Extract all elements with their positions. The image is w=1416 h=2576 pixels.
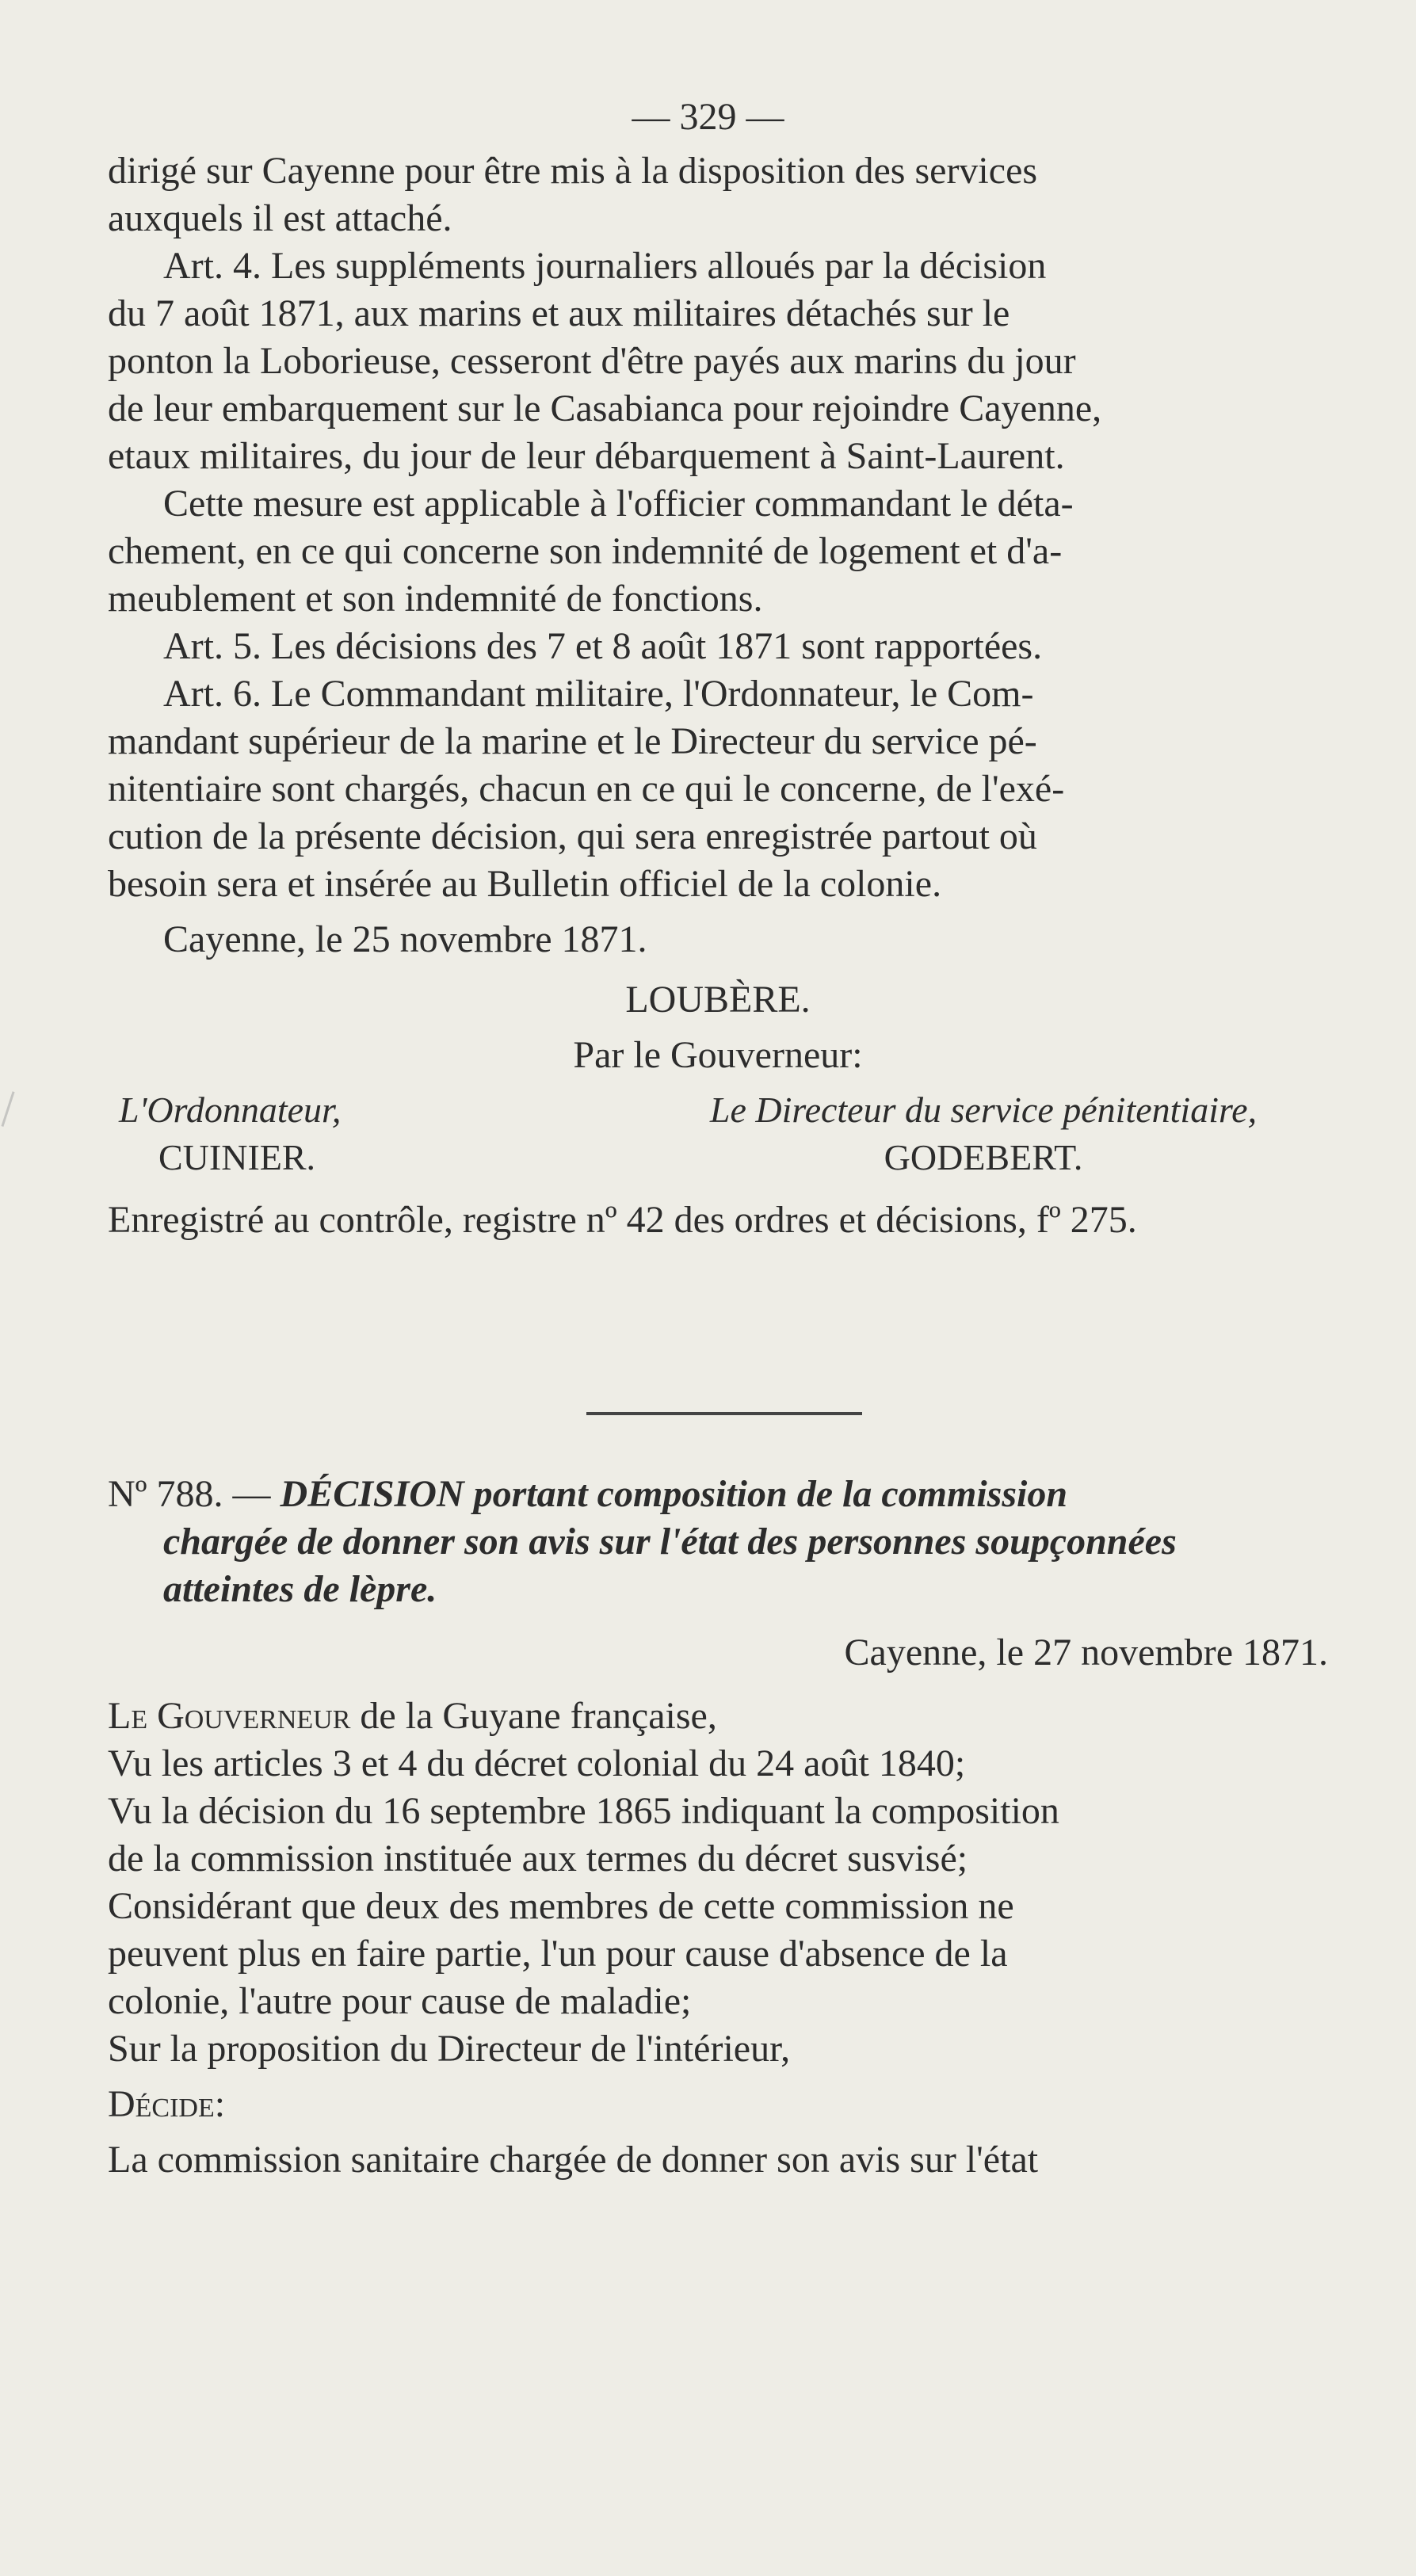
body-line: colonie, l'autre pour cause de maladie; <box>108 1980 692 2022</box>
date-line: Cayenne, le 25 novembre 1871. <box>163 918 647 960</box>
margin-mark <box>2 1091 32 1132</box>
body-line: Sur la proposition du Directeur de l'intérieur, <box>108 2028 791 2070</box>
signer-name: LOUBÈRE. <box>625 979 811 1021</box>
body-line: dirigé sur Cayenne pour être mis à la disposition des services <box>108 150 1038 192</box>
body-line: Vu la décision du 16 septembre 1865 indiquant la composition <box>108 1790 1059 1832</box>
par-le-gouverneur: Par le Gouverneur: <box>573 1034 863 1076</box>
body-line: auxquels il est attaché. <box>108 197 452 239</box>
ordonnateur-name: CUINIER. <box>158 1137 316 1177</box>
ordonnateur-title: L'Ordonnateur, <box>119 1090 342 1130</box>
body-line: ponton la Loborieuse, cesseront d'être payés aux marins du jour <box>108 340 1076 382</box>
body-line: nitentiaire sont chargés, chacun en ce qui le concerne, de l'exé- <box>108 768 1065 810</box>
body-line: chement, en ce qui concerne son indemnité de logement et d'a- <box>108 530 1063 572</box>
body-line: Art. 4. Les suppléments journaliers alloués par la décision <box>163 245 1047 287</box>
body-line: meublement et son indemnité de fonctions. <box>108 578 763 620</box>
body-line: de la commission instituée aux termes du décret susvisé; <box>108 1838 968 1880</box>
section-divider <box>586 1412 862 1415</box>
decision-heading-line: chargée de donner son avis sur l'état des personnes soupçonnées <box>163 1521 1177 1563</box>
decision-heading-rest: portant composition de la commission <box>473 1473 1068 1515</box>
gouverneur-caps: Le Gouverneur <box>108 1695 351 1737</box>
body-line: Art. 6. Le Commandant militaire, l'Ordonnateur, le Com- <box>163 673 1034 715</box>
decision-date: Cayenne, le 27 novembre 1871. <box>844 1631 1328 1673</box>
body-line: etaux militaires, du jour de leur débarquement à Saint-Laurent. <box>108 435 1065 477</box>
directeur-title: Le Directeur du service pénitentiaire, <box>709 1090 1258 1130</box>
gouverneur-line <box>108 1693 1328 1740</box>
body-line: Vu les articles 3 et 4 du décret colonial du 24 août 1840; <box>108 1742 966 1784</box>
body-line: mandant supérieur de la marine et le Directeur du service pé- <box>108 720 1037 762</box>
page-number: — 329 — <box>632 96 784 138</box>
directeur-name: GODEBERT. <box>884 1137 1083 1177</box>
decision-word: DÉCISION <box>280 1473 464 1515</box>
body-line: La commission sanitaire chargée de donner son avis sur l'état <box>108 2139 1039 2181</box>
body-line: de leur embarquement sur le Casabianca pour rejoindre Cayenne, <box>108 387 1102 429</box>
decide-label: Décide: <box>108 2083 226 2125</box>
registration-note: Enregistré au contrôle, registre nº 42 des ordres et décisions, fº 275. <box>108 1199 1137 1241</box>
decision-heading-line: atteintes de lèpre. <box>163 1568 437 1610</box>
decision-number: Nº 788. — <box>108 1473 271 1515</box>
body-line: cution de la présente décision, qui sera enregistrée partout où <box>108 815 1037 857</box>
body-line: Considérant que deux des membres de cette commission ne <box>108 1885 1014 1927</box>
decision-heading <box>108 1471 1328 1518</box>
body-line: Cette mesure est applicable à l'officier commandant le déta- <box>163 483 1074 525</box>
body-line: du 7 août 1871, aux marins et aux militaires détachés sur le <box>108 292 1010 334</box>
body-line: peuvent plus en faire partie, l'un pour cause d'absence de la <box>108 1933 1008 1975</box>
gouverneur-rest: de la Guyane française, <box>350 1695 717 1737</box>
body-line: besoin sera et insérée au Bulletin officiel de la colonie. <box>108 863 942 905</box>
body-line: Art. 5. Les décisions des 7 et 8 août 1871 sont rapportées. <box>163 625 1043 667</box>
